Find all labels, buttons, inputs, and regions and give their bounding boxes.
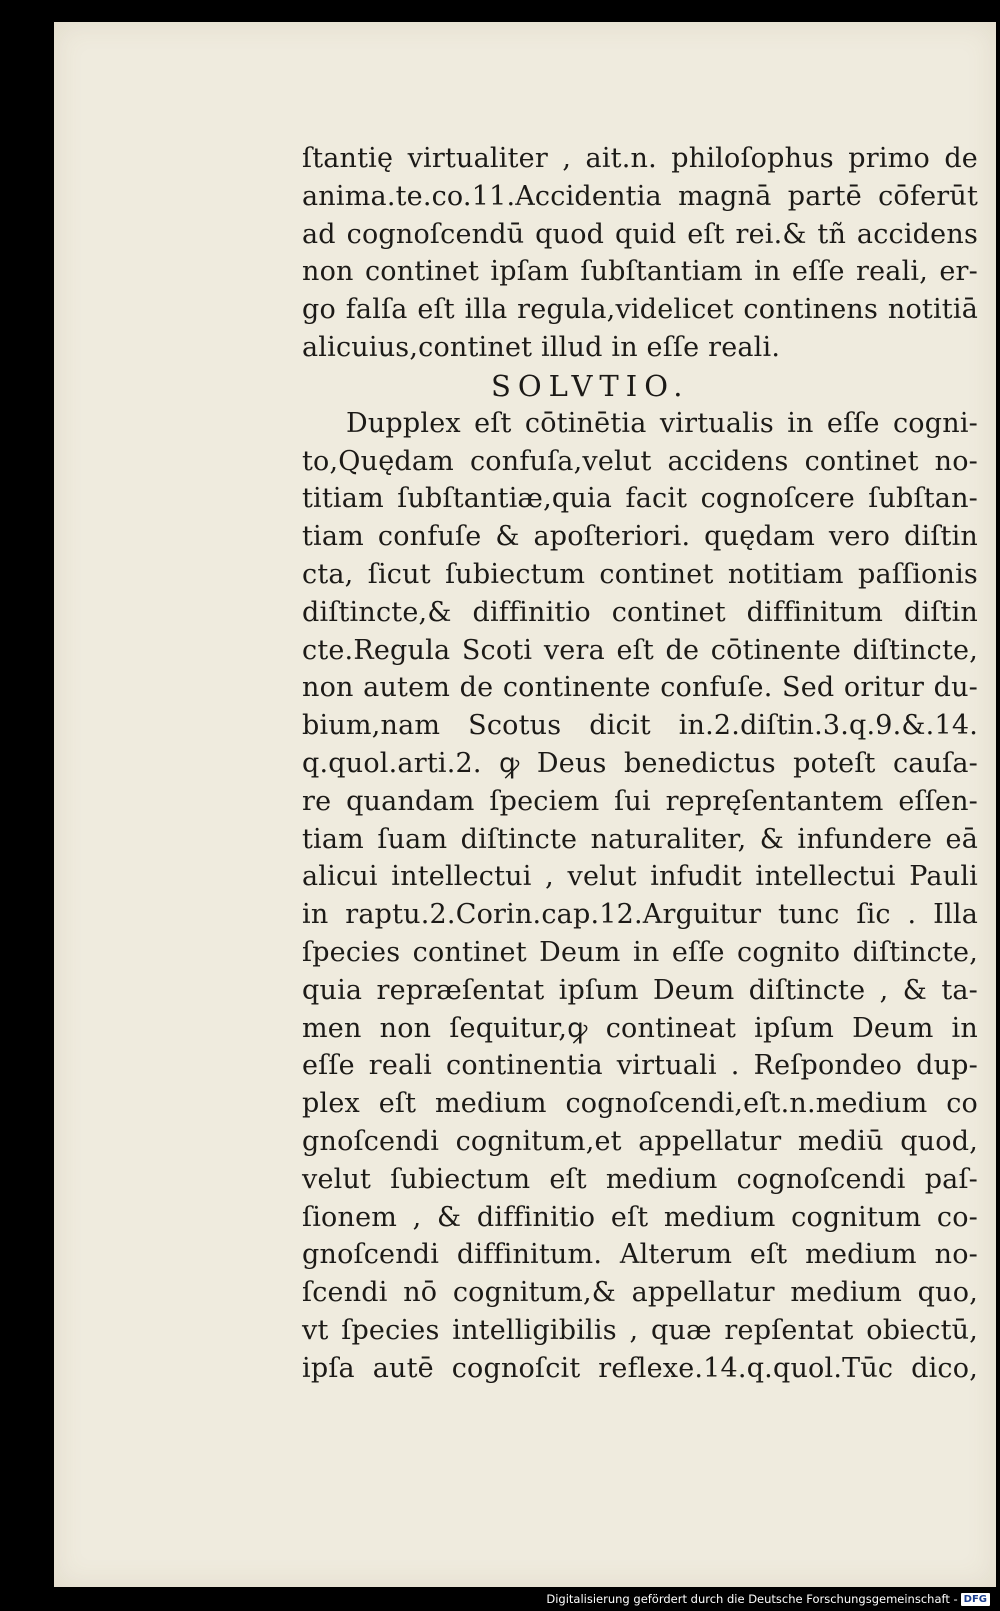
text-line: ſtantię virtualiter , ait.n. philoſophus primo de: [302, 143, 978, 174]
text-line: gnoſcendi diffinitum. Alterum eſt medium no-: [302, 1239, 978, 1271]
text-line: to,Quędam confuſa,velut accidens continet no-: [302, 445, 978, 477]
text-line: re quandam ſpeciem ſui repręſentantem eſſen-: [302, 785, 978, 817]
text-line: Dupplex eſt cōtinētia virtualis in eſſe cogni-: [346, 407, 978, 439]
text-line: ſionem , & diffinitio eſt medium cognitum co-: [302, 1201, 978, 1233]
text-line: tiam confuſe & apoſteriori. quędam vero diſtin: [302, 521, 978, 553]
digitization-footer: [546, 1590, 990, 1608]
footer-credit: Digitalisierung gefördert durch die Deutsche Forschungsgemeinschaft -: [546, 1592, 958, 1606]
text-line: eſſe reali continentia virtuali . Reſpondeo dup-: [302, 1050, 978, 1082]
text-line: men non ſequitur,ꝙ contineat ipſum Deum in: [302, 1012, 978, 1044]
text-line: cta, ſicut ſubiectum continet notitiam paſſionis: [302, 558, 978, 590]
text-line: tiam ſuam diſtincte naturaliter, & infundere eā: [302, 823, 978, 855]
page-text-block: [302, 140, 978, 1388]
text-line: non continet ipſam ſubſtantiam in eſſe reali, er-: [302, 256, 978, 288]
text-line: anima.te.co.11.Accidentia magnā partē cōferūt: [302, 180, 978, 212]
text-line: gnoſcendi cognitum,et appellatur mediū quod,: [302, 1125, 978, 1157]
text-line: non autem de continente confuſe. Sed oritur du-: [302, 672, 978, 704]
text-line: diſtincte,& diffinitio continet diffinitum diſtin: [302, 596, 978, 628]
text-line: vt ſpecies intelligibilis , quæ repſentat obiectū,: [302, 1314, 978, 1346]
text-line: alicui intellectui , velut infudit intellectui Pauli: [302, 861, 978, 893]
text-line: cte.Regula Scoti vera eſt de cōtinente diſtincte,: [302, 634, 978, 666]
text-line: bium,nam Scotus dicit in.2.diſtin.3.q.9.&.14.: [302, 710, 978, 742]
text-line: ipſa autē cognoſcit reflexe.14.q.quol.Tūc dico,: [302, 1352, 978, 1384]
text-line: go falſa eſt illa regula,videlicet continens notitiā: [302, 294, 978, 326]
text-line: plex eſt medium cognoſcendi,eſt.n.medium co: [302, 1088, 978, 1120]
text-line: ſcendi nō cognitum,& appellatur medium quo,: [302, 1277, 978, 1309]
text-line: in raptu.2.Corin.cap.12.Arguitur tunc ſic . Illa: [302, 899, 978, 931]
section-heading: SOLVTIO.: [491, 368, 690, 403]
text-line: titiam ſubſtantiæ,quia facit cognoſcere ſubſtan-: [302, 483, 978, 515]
text-line: alicuius,continet illud in eſſe reali.: [302, 331, 781, 363]
text-line: ſpecies continet Deum in eſſe cognito diſtincte,: [302, 936, 978, 968]
text-line: ad cognoſcendū quod quid eſt rei.& tñ accidens: [302, 218, 978, 250]
text-line: velut ſubiectum eſt medium cognoſcendi paſ-: [302, 1163, 978, 1195]
dfg-logo: DFG: [961, 1593, 990, 1606]
text-line: quia repræſentat ipſum Deum diſtincte , & ta-: [302, 974, 978, 1006]
book-page: [54, 22, 996, 1587]
text-line: q.quol.arti.2. ꝙ Deus benedictus poteſt cauſa-: [302, 747, 978, 779]
